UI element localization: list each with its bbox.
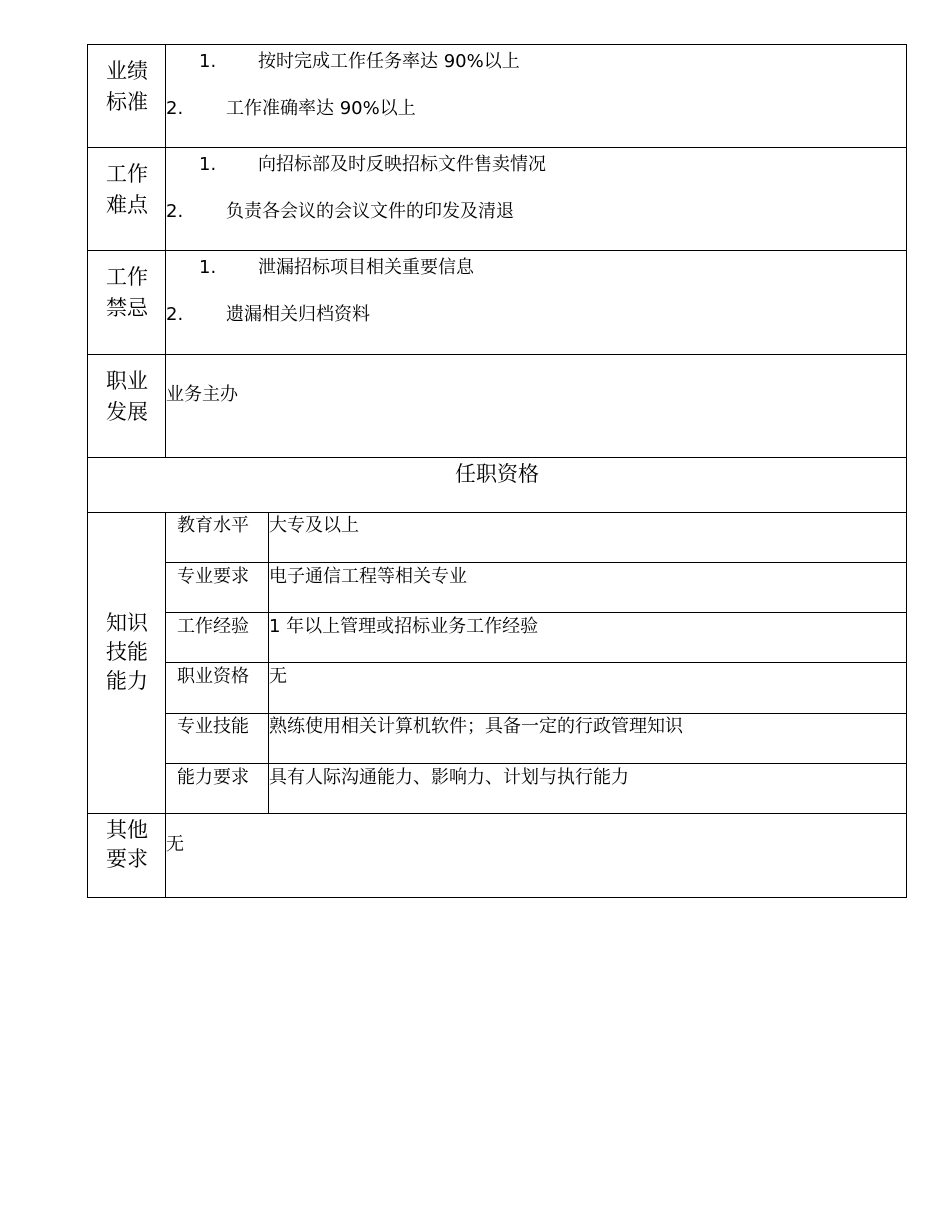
- row-divider: [87, 147, 907, 148]
- section-label-performance: 业绩 标准: [106, 59, 148, 114]
- item-text: 工作准确率达 90%以上: [226, 98, 416, 119]
- section-label-difficulties: 工作 难点: [106, 162, 148, 217]
- item-number: 2.: [166, 98, 184, 119]
- qualification-key: 专业技能: [177, 716, 249, 737]
- career-path-text: 业务主办: [166, 384, 238, 405]
- section-label-career: 职业 发展: [106, 369, 148, 424]
- row-divider: [87, 813, 907, 814]
- item-text: 遗漏相关归档资料: [226, 304, 370, 325]
- qualification-key: 教育水平: [177, 515, 249, 536]
- qual-row-divider: [165, 612, 907, 613]
- item-text: 按时完成工作任务率达 90%以上: [258, 51, 520, 72]
- item-number: 2.: [166, 304, 184, 325]
- qualification-key: 职业资格: [177, 666, 249, 687]
- qualification-key: 工作经验: [177, 616, 249, 637]
- qual-row-divider: [165, 763, 907, 764]
- row-divider: [87, 250, 907, 251]
- qualification-value: 1 年以上管理或招标业务工作经验: [269, 616, 539, 637]
- qualification-value: 电子通信工程等相关专业: [269, 566, 467, 587]
- item-text: 向招标部及时反映招标文件售卖情况: [258, 154, 546, 175]
- qualification-key: 专业要求: [177, 566, 249, 587]
- row-divider: [87, 354, 907, 355]
- item-text: 负责各会议的会议文件的印发及清退: [226, 201, 514, 222]
- qual-row-divider: [165, 713, 907, 714]
- section-label-other: 其他 要求: [106, 818, 148, 871]
- qualification-value: 熟练使用相关计算机软件；具备一定的行政管理知识: [269, 716, 683, 737]
- row-divider: [87, 457, 907, 458]
- row-divider: [87, 512, 907, 513]
- qualification-key: 能力要求: [177, 767, 249, 788]
- qual-row-divider: [165, 562, 907, 563]
- item-number: 1.: [199, 154, 217, 175]
- qualifications-title: 任职资格: [455, 462, 539, 486]
- qualifications-group-label: 知识 技能 能力: [106, 611, 148, 693]
- item-number: 2.: [166, 201, 184, 222]
- item-number: 1.: [199, 51, 217, 72]
- other-requirements-text: 无: [166, 834, 184, 855]
- qualification-value: 大专及以上: [269, 515, 359, 536]
- qualification-value: 无: [269, 666, 287, 687]
- item-number: 1.: [199, 257, 217, 278]
- item-text: 泄漏招标项目相关重要信息: [258, 257, 474, 278]
- qual-row-divider: [165, 662, 907, 663]
- section-label-taboos: 工作 禁忌: [106, 265, 148, 320]
- qualification-value: 具有人际沟通能力、影响力、计划与执行能力: [269, 767, 629, 788]
